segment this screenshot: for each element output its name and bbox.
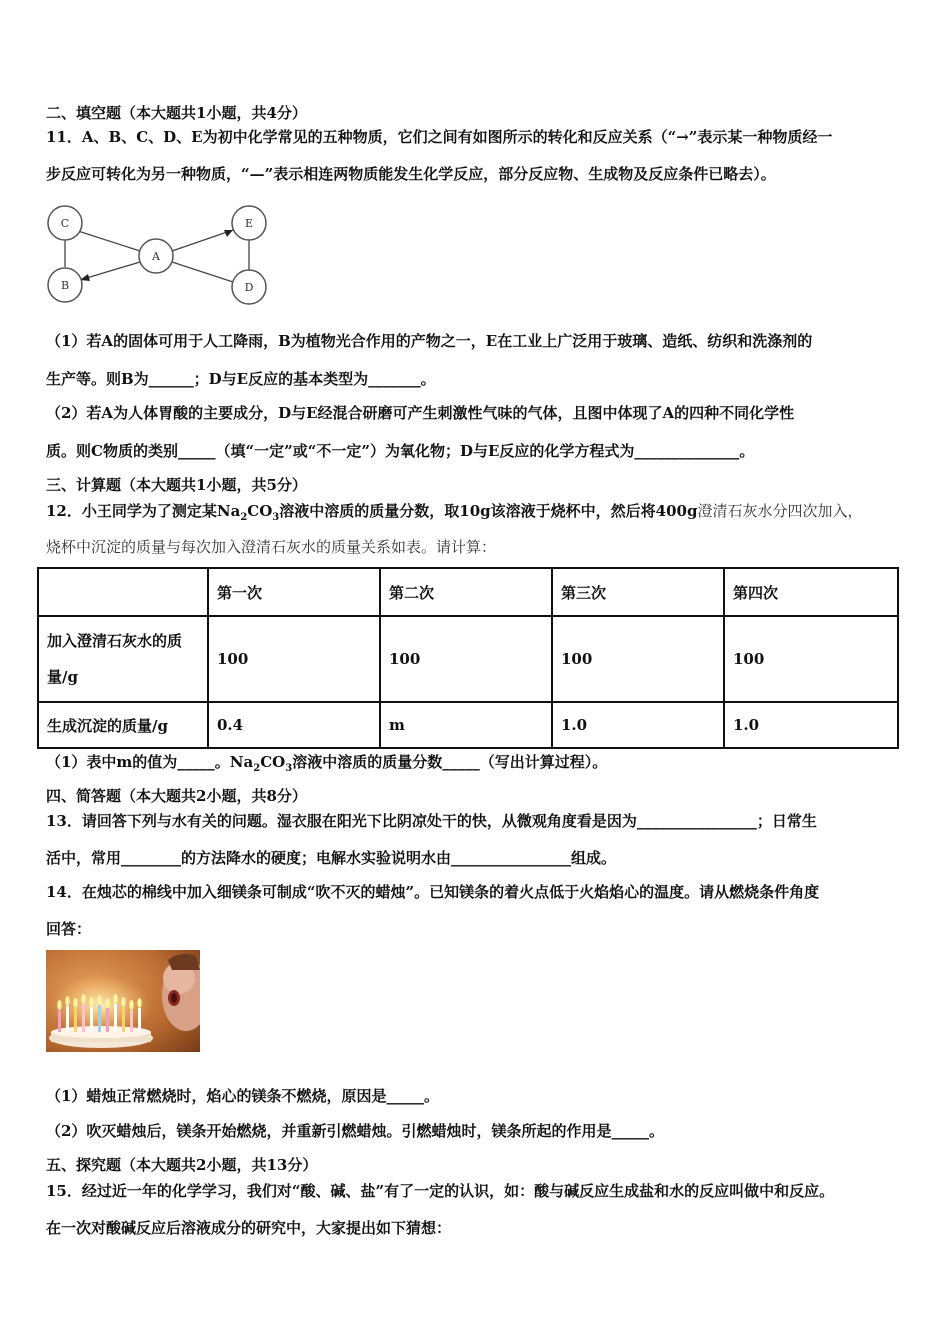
node-c-label: C [60, 217, 70, 230]
q14-line-1: 14．在烛芯的棉线中加入细镁条可制成“吹不灭的蜡烛”。已知镁条的着火点低于火焰焰心的温度。请从燃烧条件角度 [46, 883, 820, 901]
q11-line-2: 步反应可转化为另一种物质，“—”表示相连两物质能发生化学反应，部分反应物、生成物及反应条件已略去）。 [46, 165, 776, 183]
q11-line-1: 11．A、B、C、D、E为初中化学常见的五种物质，它们之间有如图所示的转化和反应关系（“→”表示某一种物质经一 [46, 128, 833, 146]
table-cell: m [380, 702, 552, 748]
reaction-diagram [40, 200, 280, 310]
section-4-title: 四、简答题（本大题共2小题，共8分） [46, 787, 307, 805]
q11-part2-line-1: （2）若A为人体胃酸的主要成分，D与E经混合研磨可产生刺激性气味的气体，且图中体现了A的四种不同化学性 [46, 404, 795, 422]
q13-line-2: 活中，常用________的方法降水的硬度；电解水实验说明水由________________组成。 [46, 849, 617, 867]
table-row-limewater [38, 616, 898, 702]
q14-part2: （2）吹灭蜡烛后，镁条开始燃烧，并重新引燃蜡烛。引燃蜡烛时，镁条所起的作用是_____。 [46, 1122, 664, 1140]
table-cell: 1.0 [724, 702, 898, 748]
q12-line-2: 烧杯中沉淀的质量与每次加入澄清石灰水的质量关系如表。请计算： [46, 538, 497, 556]
section-5-title: 五、探究题（本大题共2小题，共13分） [46, 1156, 318, 1174]
table-cell: 0.4 [208, 702, 380, 748]
table-header-row [38, 568, 898, 616]
row-label-precipitate: 生成沉淀的质量/g [38, 702, 208, 748]
arrow-to-e [224, 230, 233, 237]
edge-c-a [78, 231, 140, 251]
table-cell: 1.0 [552, 702, 724, 748]
q14-line-2: 回答： [46, 920, 92, 938]
q15-line-2: 在一次对酸碱反应后溶液成分的研究中，大家提出如下猜想： [46, 1219, 452, 1237]
birthday-candles-photo [46, 950, 200, 1052]
node-b-label: B [60, 279, 70, 292]
node-a-label: A [152, 250, 160, 263]
table-cell: 100 [380, 616, 552, 702]
q11-part1-line-2: 生产等。则B为______；D与E反应的基本类型为_______。 [46, 370, 436, 388]
table-header-3: 第三次 [552, 568, 724, 616]
q14-part1: （1）蜡烛正常燃烧时，焰心的镁条不燃烧，原因是_____。 [46, 1087, 439, 1105]
q12-part1: （1）表中m的值为_____。$Na_2CO_3$溶液中溶质的质量分数_____（写出计算过程）。 [46, 753, 608, 774]
q11-part2-line-2: 质。则C物质的类别_____（填“一定”或“不一定”）为氧化物；D与E反应的化学方程式为______________。 [46, 442, 755, 460]
table-cell: 100 [208, 616, 380, 702]
table-header-empty [38, 568, 208, 616]
section-2-title: 二、填空题（本大题共1小题，共4分） [46, 104, 307, 122]
edge-a-e [172, 230, 233, 251]
q15-line-1: 15．经过近一年的化学学习，我们对“酸、碱、盐”有了一定的认识，如：酸与碱反应生成盐和水的反应叫做中和反应。 [46, 1182, 835, 1200]
q12-line-1: 12．小王同学为了测定某$Na_2CO_3$溶液中溶质的质量分数，取10g该溶液于烧杯中，然后将400g澄清石灰水分四次加入， [46, 502, 863, 523]
node-e-label: E [244, 217, 254, 230]
edge-a-b [80, 262, 140, 280]
edge-a-d [172, 262, 233, 282]
table-row-precipitate [38, 702, 898, 748]
table-header-2: 第二次 [380, 568, 552, 616]
q11-part1-line-1: （1）若A的固体可用于人工降雨，B为植物光合作用的产物之一，E在工业上广泛用于玻璃、造纸、纺织和洗涤剂的 [46, 332, 813, 350]
results-table [37, 567, 899, 749]
table-header-4: 第四次 [724, 568, 898, 616]
table-header-1: 第一次 [208, 568, 380, 616]
table-cell: 100 [552, 616, 724, 702]
row-label-limewater: 加入澄清石灰水的质 量/g [38, 616, 208, 702]
section-3-title: 三、计算题（本大题共1小题，共5分） [46, 476, 307, 494]
node-d-label: D [244, 281, 254, 294]
table-cell: 100 [724, 616, 898, 702]
q13-line-1: 13．请回答下列与水有关的问题。湿衣服在阳光下比阴凉处干的快，从微观角度看是因为________________；日常生 [46, 812, 817, 830]
